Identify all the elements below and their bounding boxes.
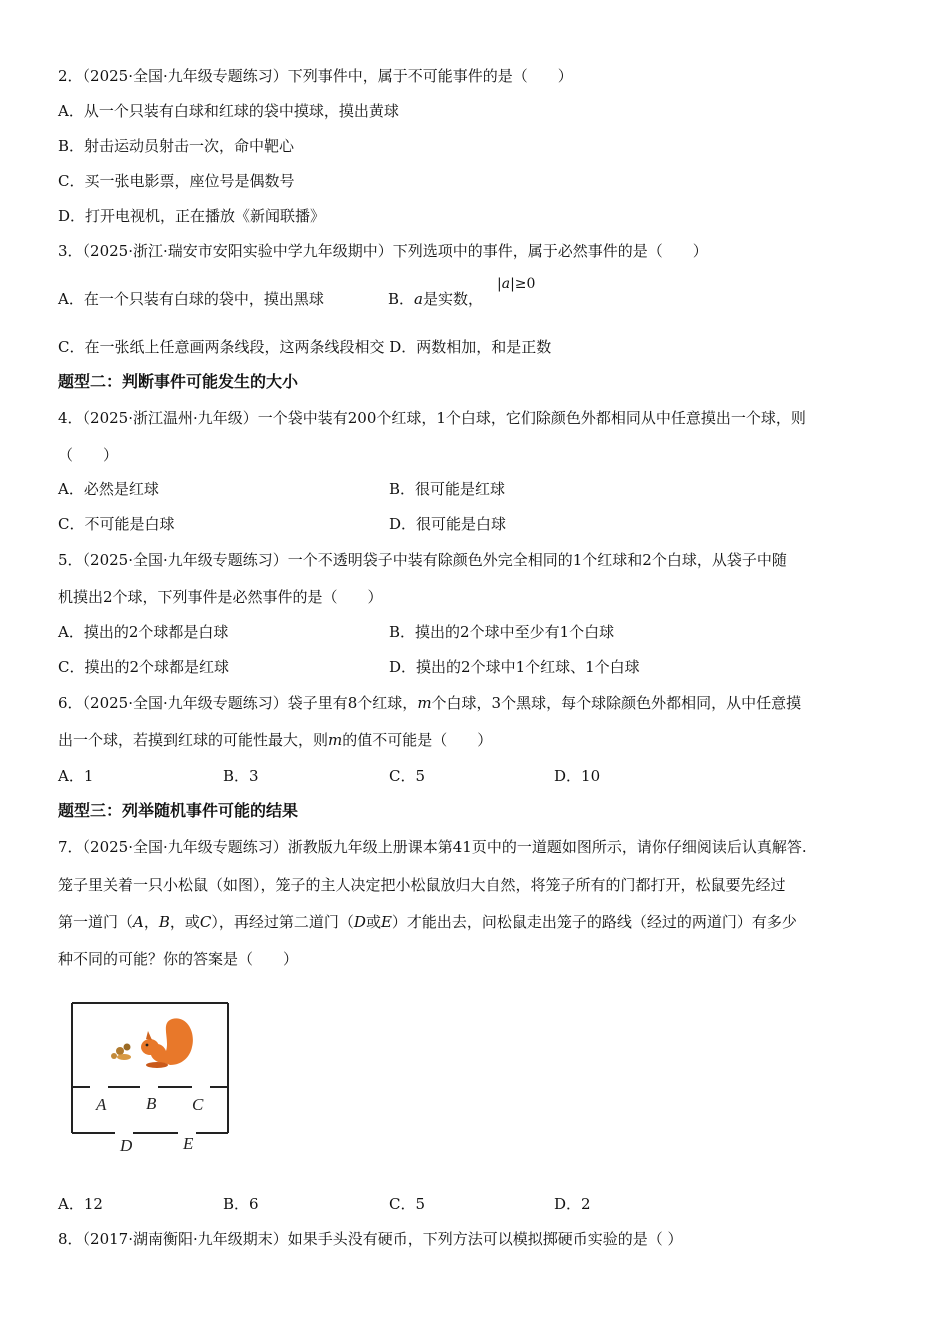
q5-stem-line1: 5．（2025·全国·九年级专题练习）一个不透明袋子中装有除颜色外完全相同的1个红球和2个白球，从袋子中随 [58,551,787,569]
q5-stem-line2: 机摸出2个球，下列事件是必然事件的是（ ） [58,588,383,606]
door-label-d: D [120,1136,133,1155]
q6-option-c: C．5 [389,767,426,785]
q7-line2: 笼子里关着一只小松鼠（如图），笼子的主人决定把小松鼠放归大自然，将笼子所有的门都打开，松鼠要先经过 [58,876,786,894]
q5-option-b: B．摸出的2个球中至少有1个白球 [389,623,615,641]
section-heading-3: 题型三：列举随机事件可能的结果 [58,801,299,820]
q7-option-b: B．6 [223,1195,259,1213]
q2-stem: 2．（2025·全国·九年级专题练习）下列事件中，属于不可能事件的是（ ） [58,67,573,85]
door-label-e: E [183,1134,194,1153]
q2-option-c: C．买一张电影票，座位号是偶数号 [58,172,295,190]
door-label-a: A [96,1095,107,1114]
q7-option-a: A．12 [58,1195,103,1213]
q5-option-a: A．摸出的2个球都是白球 [58,623,229,641]
q7-line4: 种不同的可能？你的答案是（ ） [58,950,299,968]
q4-option-d: D．很可能是白球 [389,515,507,533]
q4-option-a: A．必然是红球 [58,480,159,498]
q5-option-c: C．摸出的2个球都是红球 [58,658,230,676]
q3-option-cd: C．在一张纸上任意画两条线段，这两条线段相交 D．两数相加，和是正数 [58,338,552,356]
q4-option-c: C．不可能是白球 [58,515,175,533]
q3-option-b: B．a是实数， [388,290,483,308]
squirrel-icon [111,1018,193,1068]
q6-option-b: B．3 [223,767,259,785]
door-label-c: C [192,1095,204,1114]
section-heading-2: 题型二：判断事件可能发生的大小 [58,372,299,391]
q3-formula: |a|≥0 [497,276,536,292]
q2-option-a: A．从一个只装有白球和红球的袋中摸球，摸出黄球 [58,102,399,120]
q4-paren: （ ） [58,446,119,464]
q3-option-a: A．在一个只装有白球的袋中，摸出黑球 [58,290,324,308]
q7-line3: 第一道门（A，B，或C），再经过第二道门（D或E）才能出去，问松鼠走出笼子的路线（经过的两道门）有多少 [58,913,797,931]
q7-option-d: D．2 [554,1195,591,1213]
q4-option-b: B．很可能是红球 [389,480,506,498]
q6-stem-line2: 出一个球，若摸到红球的可能性最大，则m的值不可能是（ ） [58,731,493,749]
q6-option-a: A．1 [58,767,94,785]
q8-stem: 8．（2017·湖南衡阳·九年级期末）如果手头没有硬币，下列方法可以模拟掷硬币实验的是（ ） [58,1230,683,1248]
q5-option-d: D．摸出的2个球中1个红球、1个白球 [389,658,640,676]
q7-line1: 7．（2025·全国·九年级专题练习）浙教版九年级上册课本第41页中的一道题如图所示，请你仔细阅读后认真解答. [58,838,807,856]
squirrel-cage-figure [60,995,240,1165]
q4-stem: 4．（2025·浙江温州·九年级）一个袋中装有200个红球，1个白球，它们除颜色外都相同从中任意摸出一个球，则 [58,409,806,427]
q3-stem: 3．（2025·浙江·瑞安市安阳实验中学九年级期中）下列选项中的事件，属于必然事件的是（ ） [58,242,708,260]
q2-option-b: B．射击运动员射击一次，命中靶心 [58,137,295,155]
q7-option-c: C．5 [389,1195,426,1213]
q2-option-d: D．打开电视机，正在播放《新闻联播》 [58,207,326,225]
q6-stem-line1: 6．（2025·全国·九年级专题练习）袋子里有8个红球，m个白球，3个黑球，每个球除颜色外都相同，从中任意摸 [58,694,802,712]
q6-option-d: D．10 [554,767,601,785]
door-label-b: B [146,1094,157,1113]
